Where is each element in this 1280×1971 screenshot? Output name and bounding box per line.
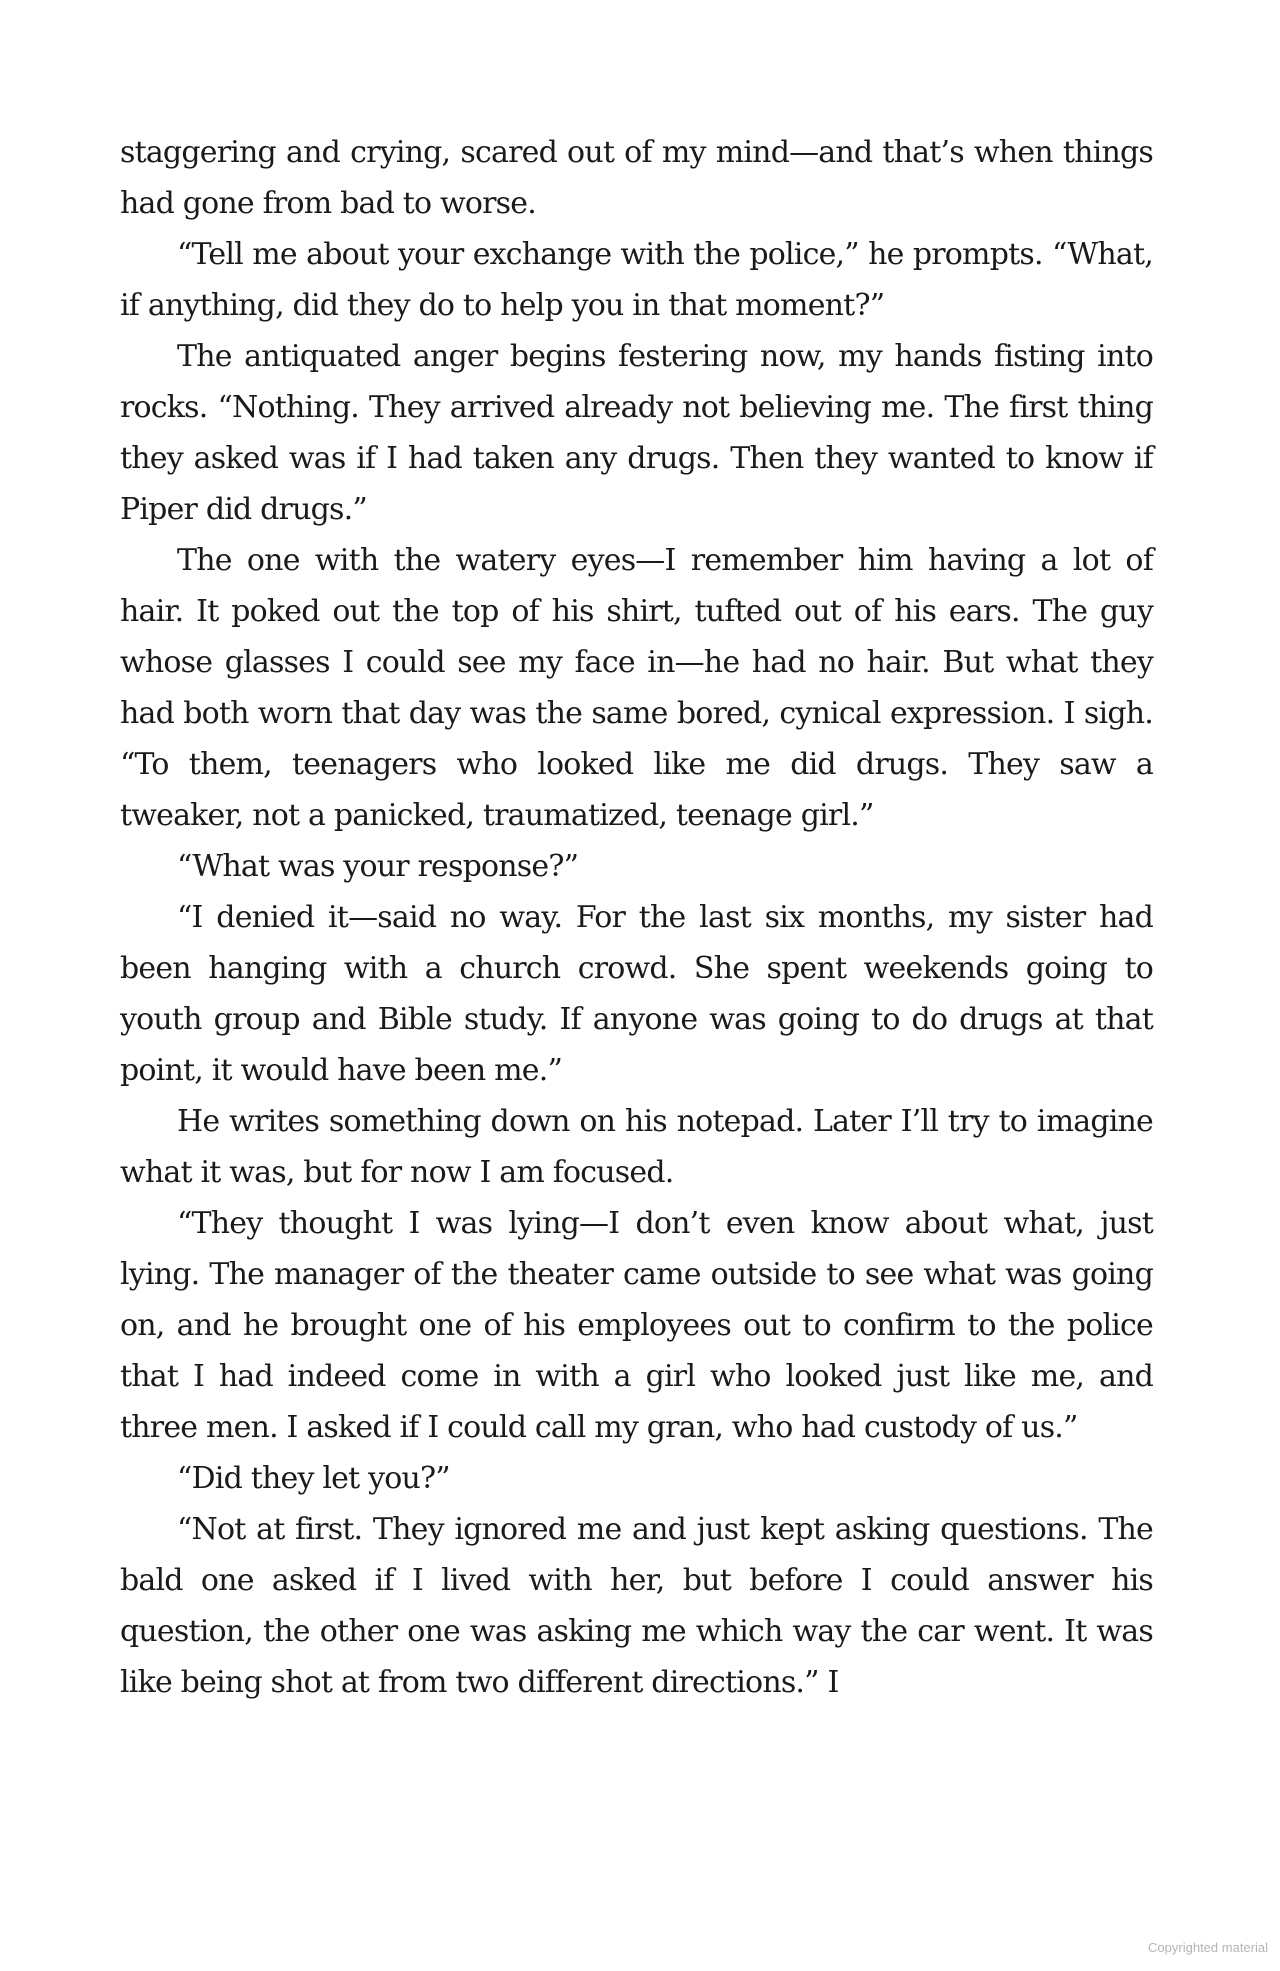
paragraph-10: “Not at first. They ignored me and just kept asking questions. The bald one asked if I lived with her, but before I could answer his question, the other one was asking me which way the car went. It was like being shot at from two different directions.” I [120, 1512, 1153, 1700]
copyright-watermark: Copyrighted material [1148, 1940, 1268, 1955]
paragraph-2: “Tell me about your exchange with the police,” he prompts. “What, if anything, did they do to help you in that moment?” [120, 237, 1153, 323]
paragraph-3: The antiquated anger begins festering now, my hands fisting into rocks. “Nothing. They arrived already not believing me. The first thing they asked was if I had taken any drugs. Then they wanted to know if Piper did drugs.” [120, 339, 1153, 527]
paragraph-9: “Did they let you?” [177, 1461, 450, 1496]
paragraph-1: staggering and crying, scared out of my mind—and that’s when things had gone from bad to worse. [120, 135, 1153, 221]
paragraph-4: The one with the watery eyes—I remember him having a lot of hair. It poked out the top of his shirt, tufted out of his ears. The guy whose glasses I could see my face in—he had no hair. But what they had both worn that day was the same bored, cynical expression. I sigh. “To them, teenagers who looked like me did drugs. They saw a tweaker, not a panicked, traumatized, teenage girl.” [120, 543, 1153, 833]
paragraph-8: “They thought I was lying—I don’t even know about what, just lying. The manager of the theater came outside to see what was going on, and he brought one of his employees out to confirm to the police that I had indeed come in with a girl who looked just like me, and three men. I asked if I could call my gran, who had custody of us.” [120, 1206, 1153, 1445]
paragraph-7: He writes something down on his notepad. Later I’ll try to imagine what it was, but for now I am focused. [120, 1104, 1153, 1190]
paragraph-5: “What was your response?” [177, 849, 579, 884]
paragraph-6: “I denied it—said no way. For the last six months, my sister had been hanging with a church crowd. She spent weekends going to youth group and Bible study. If anyone was going to do drugs at that point, it would have been me.” [120, 900, 1153, 1088]
body-text [120, 127, 1153, 1708]
